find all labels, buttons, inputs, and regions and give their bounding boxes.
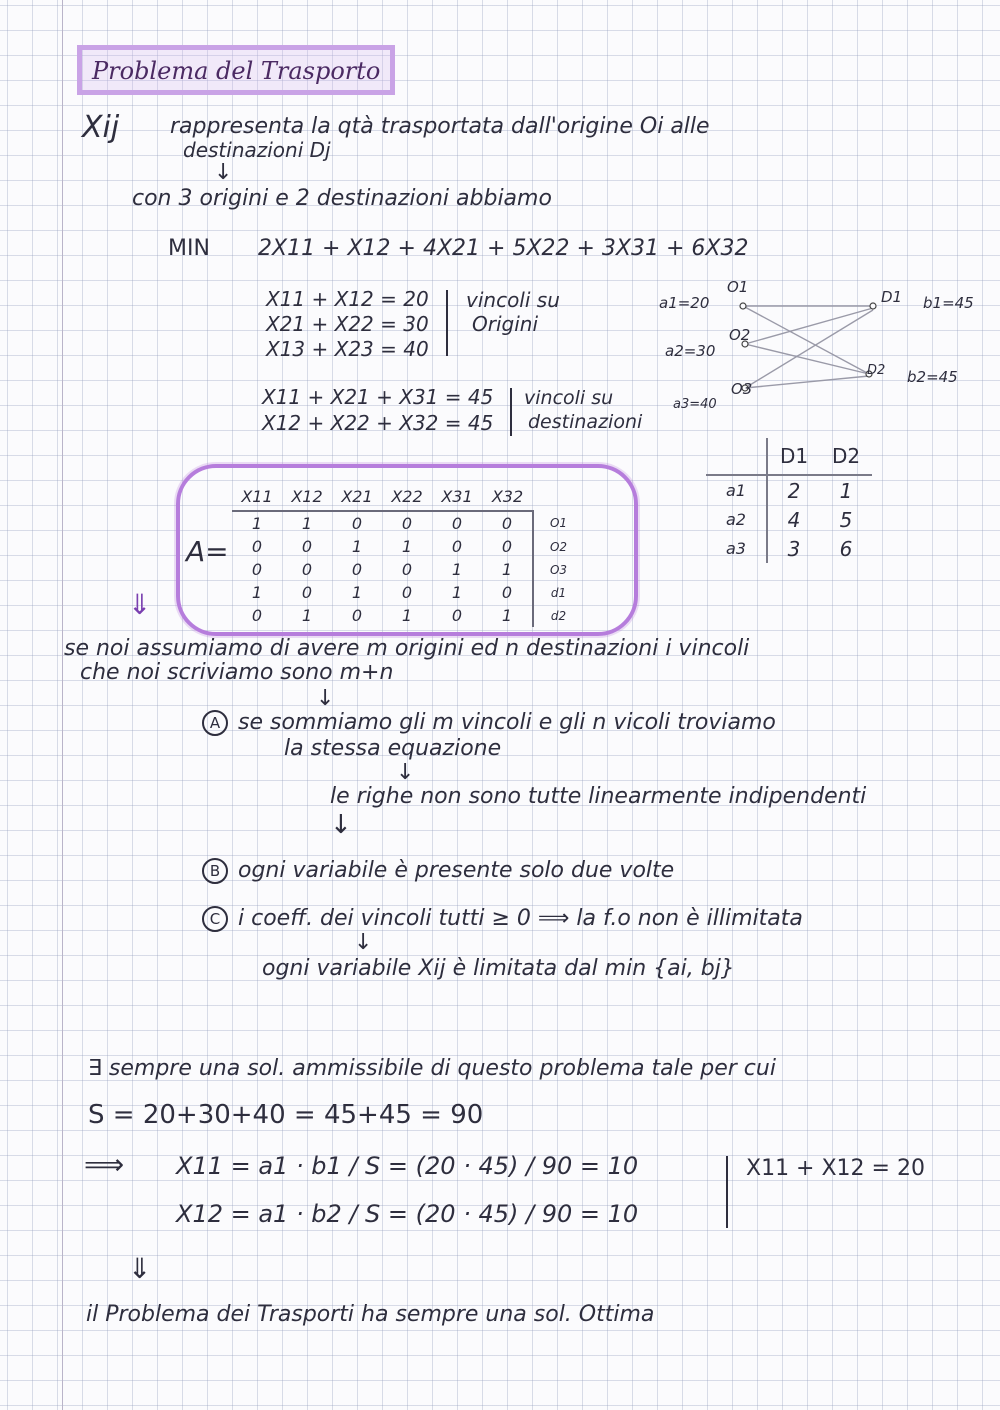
note-a-line-1 [202,710,776,736]
cost-cell: 2 [767,475,820,505]
dest-constraints-label-2: destinazioni [528,411,643,433]
matrix-row-label: O2 [533,535,583,558]
supply-label-2: a2=30 [665,342,716,360]
destination-label-2: D2 [867,363,886,378]
matrix-cell: 0 [401,583,413,602]
down-arrow-icon: ↓ [316,686,335,711]
matrix-cell: 0 [501,583,513,602]
dest-constraints-label-1: vincoli su [524,387,614,409]
double-down-arrow-icon: ⇓ [128,588,152,621]
cost-header-row [706,438,872,475]
definition-line-2: destinazioni Dj [183,138,331,162]
origin-label-2: O2 [729,326,751,344]
transport-network-diagram [655,270,985,420]
matrix-cell: 0 [251,606,263,625]
matrix-cell: 0 [501,514,513,533]
matrix-cell: 1 [251,583,263,602]
dest-constraint-1: X11 + X21 + X31 = 45 [262,385,494,409]
origin-label-3: O3 [731,380,753,398]
matrix-cell: 0 [251,537,263,556]
matrix-cell: 0 [301,560,313,579]
note-a-line-2: la stessa equazione [284,736,502,761]
matrix-row-label: O3 [533,558,583,581]
edge-o3-d2 [745,376,869,388]
feasible-bracket [726,1156,728,1228]
cost-cell: 1 [839,478,853,503]
assumption-line-1: se noi assumiamo di avere m origini ed n destinazioni i vincoli [64,636,750,661]
node-o1 [740,303,746,309]
origin-constraint-2: X21 + X22 = 30 [266,312,429,336]
origin-constraints-label-2: Origini [472,312,539,336]
cost-cell: 4 [767,505,820,534]
matrix-cell: 1 [451,560,463,579]
down-arrow-icon: ↓ [354,930,373,955]
matrix-col-header: X12 [282,482,332,511]
matrix-row [232,581,583,604]
matrix-cell: 1 [351,583,363,602]
supply-label-1: a1=20 [659,294,710,312]
cost-row-label: a1 [726,481,746,500]
definition-line-3: con 3 origini e 2 destinazioni abbiamo [132,186,552,211]
edge-o1-d2 [743,306,869,374]
matrix-row [232,558,583,581]
destination-label-1: D1 [881,288,903,306]
cost-cell: 6 [839,536,853,561]
origin-constraints-label-1: vincoli su [466,288,560,312]
down-arrow-icon: ↓ [396,760,415,785]
matrix-cell: 1 [251,514,263,533]
node-d1 [870,303,876,309]
cost-row [706,505,872,534]
note-a-marker: A [202,710,228,736]
matrix-cell: 0 [301,583,313,602]
down-arrow-icon: ↓ [330,810,352,840]
cost-row-label: a3 [726,539,746,558]
definition-line-1: rappresenta la qtà trasportata dall'origine Oi alle [170,114,710,139]
matrix-cell: 0 [351,606,363,625]
matrix-cell: 1 [401,606,413,625]
origin-constraint-1: X11 + X12 = 20 [266,287,429,311]
matrix-cell: 1 [451,583,463,602]
note-a-text: se sommiamo gli m vincoli e gli n vicoli troviamo [238,710,776,735]
variable-symbol: Xij [82,110,120,145]
note-c-line-1 [202,906,803,932]
matrix-cell: 0 [451,514,463,533]
matrix-cell: 0 [351,514,363,533]
page-title: Problema del Trasporto [77,45,395,95]
cost-row-label: a2 [726,510,746,529]
matrix-col-header: X32 [482,482,533,511]
cost-cell: 5 [839,507,853,532]
feasible-side-note: X11 + X12 = 20 [746,1156,925,1181]
matrix-col-header: X31 [432,482,482,511]
margin-line [62,0,63,1410]
conclusion: il Problema dei Trasporti ha sempre una sol. Ottima [86,1302,655,1327]
matrix-cell: 0 [401,560,413,579]
matrix-header-row [232,482,583,511]
origin-bracket [446,290,448,356]
note-b-text: ogni variabile è presente solo due volte [238,858,675,883]
matrix-cell: 0 [301,537,313,556]
demand-label-1: b1=45 [923,294,974,312]
matrix-col-header: X22 [382,482,432,511]
edge-o2-d2 [745,344,869,374]
cost-table [706,438,872,563]
matrix-col-header: X11 [232,482,282,511]
edge-o2-d1 [745,308,873,344]
note-b-marker: B [202,858,228,884]
feasible-x11: X11 = a1 · b1 / S = (20 · 45) / 90 = 10 [176,1152,639,1180]
matrix-cell: 1 [301,514,313,533]
dest-bracket [510,388,512,436]
feasible-x12: X12 = a1 · b2 / S = (20 · 45) / 90 = 10 [176,1200,639,1228]
feasible-sum: S = 20+30+40 = 45+45 = 90 [88,1100,484,1130]
assumption-line-2: che noi scriviamo sono m+n [80,660,394,685]
demand-label-2: b2=45 [907,368,958,386]
objective-expression: 2X11 + X12 + 4X21 + 5X22 + 3X31 + 6X32 [258,236,749,261]
note-b-line [202,858,674,884]
matrix-cell: 0 [401,514,413,533]
double-down-arrow-icon: ⇓ [128,1252,152,1285]
note-a-line-3: le righe non sono tutte linearmente indipendenti [330,784,867,809]
cost-cell: 3 [767,534,820,563]
cost-col-header: D2 [820,438,872,475]
cost-row [706,534,872,563]
matrix-row [232,535,583,558]
cost-col-header: D1 [767,438,820,475]
matrix-row-label: d1 [533,581,583,604]
matrix-cell: 0 [351,560,363,579]
origin-constraint-3: X13 + X23 = 40 [266,337,429,361]
matrix-cell: 1 [501,560,513,579]
down-arrow-icon: ↓ [214,160,233,185]
matrix-label: A= [186,535,229,568]
matrix-cell: 0 [501,537,513,556]
matrix-col-header: X21 [332,482,382,511]
dest-constraint-2: X12 + X22 + X32 = 45 [262,411,494,435]
feasible-line-1: ∃ sempre una sol. ammissibile di questo problema tale per cui [88,1056,776,1081]
matrix-cell: 1 [501,606,513,625]
objective-label: MIN [168,236,210,261]
matrix-cell: 1 [301,606,313,625]
matrix-row [232,604,583,627]
constraint-matrix [232,482,583,627]
implies-arrow-icon: ⟹ [84,1148,125,1181]
matrix-row-label: d2 [533,604,583,627]
matrix-cell: 1 [401,537,413,556]
matrix-row-label: O1 [533,511,583,535]
note-c-text: i coeff. dei vincoli tutti ≥ 0 ⟹ la f.o non è illimitata [238,906,803,931]
matrix-row [232,511,583,535]
note-c-line-2: ogni variabile Xij è limitata dal min {ai, bj} [262,956,735,981]
matrix-cell: 0 [251,560,263,579]
origin-label-1: O1 [727,278,749,296]
matrix-cell: 0 [451,606,463,625]
matrix-cell: 0 [451,537,463,556]
supply-label-3: a3=40 [673,397,717,412]
cost-row [706,475,872,505]
note-c-marker: C [202,906,228,932]
matrix-cell: 1 [351,537,363,556]
